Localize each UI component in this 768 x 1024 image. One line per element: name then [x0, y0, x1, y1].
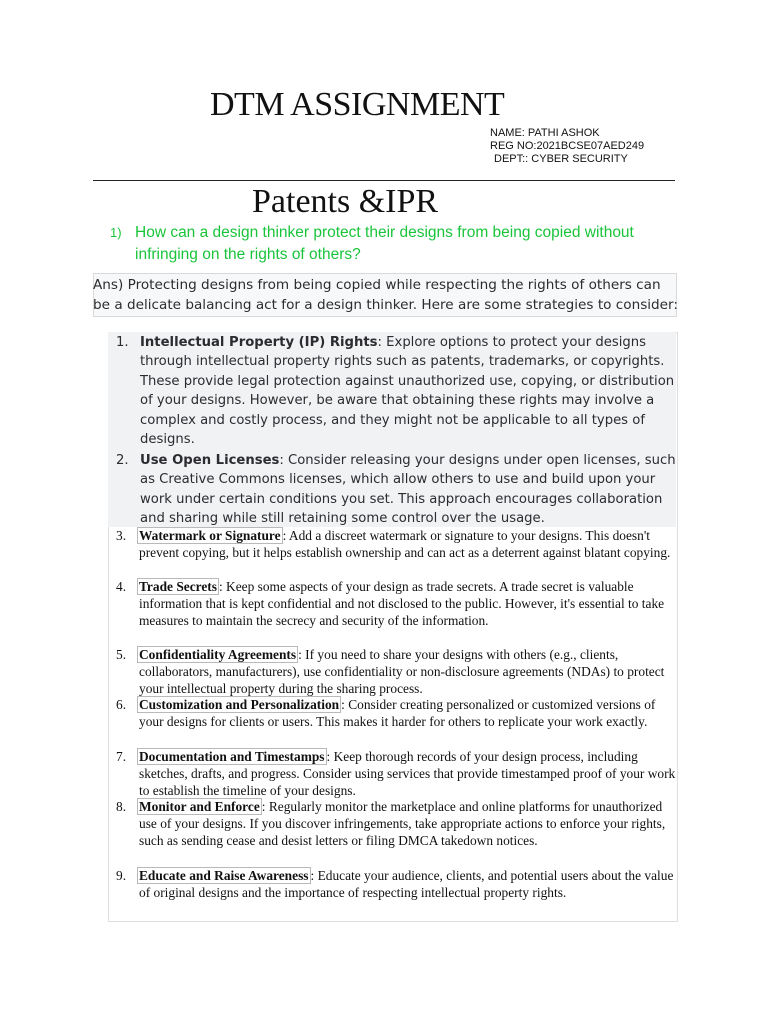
- list-item: [116, 697, 676, 731]
- answer-line-1: Ans) Protecting designs from being copied while respecting the rights of others can: [93, 277, 661, 293]
- list-item: [116, 579, 676, 629]
- item-term: Customization and Personalization: [139, 697, 340, 712]
- item-description: Add a discreet watermark or signature to your designs. This doesn't prevent copying, but it helps establish ownership and can act as a deterrent against blatant copying.: [139, 528, 671, 560]
- item-number: 5.: [116, 647, 127, 662]
- item-term: Intellectual Property (IP) Rights: [140, 335, 378, 350]
- item-number: 9.: [116, 868, 127, 883]
- question-text: How can a design thinker protect their designs from being copied without infringing on the rights of others?: [135, 224, 634, 263]
- item-number: 8.: [116, 799, 127, 814]
- answer-line-2: be a delicate balancing act for a design thinker. Here are some strategies to consider:: [93, 297, 678, 313]
- item-term: Confidentiality Agreements: [139, 647, 297, 662]
- item-sep: :: [282, 528, 287, 543]
- list-item: [116, 868, 676, 902]
- item-sep: :: [377, 335, 382, 350]
- item-number: 2.: [116, 453, 129, 468]
- item-number: 7.: [116, 749, 127, 764]
- list-item: [116, 333, 676, 449]
- item-description: If you need to share your designs with others (e.g., clients, collaborators, manufacturers), use confidentiality or non-disclosure agreements (NDAs) to protect your intellectual property during the sharing process.: [139, 647, 665, 696]
- list-item: [116, 799, 676, 849]
- answer-intro: [93, 275, 679, 315]
- list-item: [116, 647, 676, 697]
- item-sep: :: [341, 697, 345, 712]
- item-sep: :: [298, 647, 302, 662]
- header-divider: [93, 180, 675, 181]
- department: DEPT:: CYBER SECURITY: [494, 153, 628, 165]
- item-description: Keep some aspects of your design as trade secrets. A trade secret is valuable information that is kept confidential and not disclosed to the public. However, it's essential to take measures to maintain the secrecy and security of the information.: [139, 579, 665, 628]
- item-description: Regularly monitor the marketplace and online platforms for unauthorized use of your designs. If you discover infringements, take appropriate actions to enforce your rights, such as sending cease and desist letters or filing DMCA takedown notices.: [139, 799, 666, 848]
- item-term: Watermark or Signature: [139, 528, 281, 543]
- item-term: Monitor and Enforce: [139, 799, 260, 814]
- item-description: Educate your audience, clients, and potential users about the value of original designs and the importance of respecting intellectual property rights.: [139, 868, 674, 900]
- list-item: [116, 749, 676, 799]
- item-description: Consider releasing your designs under open licenses, such as Creative Commons licenses, which allow others to use and build upon your work under certain conditions you set. This approach encourages collaboration and sharing while still retaining some control over the usage.: [140, 453, 676, 527]
- question-number: 1): [110, 225, 122, 240]
- item-sep: :: [218, 579, 223, 594]
- item-sep: :: [279, 453, 284, 468]
- section-title: Patents &IPR: [252, 183, 439, 220]
- list-item: [116, 528, 676, 562]
- item-term: Documentation and Timestamps: [139, 749, 325, 764]
- item-number: 6.: [116, 697, 127, 712]
- item-description: Keep thorough records of your design process, including sketches, drafts, and progress. Consider using services that provide timestamped proof of your work to establish the timeline of your designs.: [139, 749, 676, 798]
- question: [110, 222, 670, 266]
- item-sep: :: [326, 749, 331, 764]
- document-title: DTM ASSIGNMENT: [210, 86, 505, 123]
- item-number: 1.: [116, 335, 129, 350]
- item-sep: :: [310, 868, 315, 883]
- item-term: Educate and Raise Awareness: [139, 868, 309, 883]
- item-term: Use Open Licenses: [140, 453, 280, 468]
- list-item: [116, 451, 676, 529]
- item-number: 3.: [116, 528, 127, 543]
- item-sep: :: [261, 799, 266, 814]
- author-name: NAME: PATHI ASHOK: [490, 127, 600, 139]
- registration-number: REG NO:2021BCSE07AED249: [490, 140, 645, 152]
- item-description: Explore options to protect your designs through intellectual property rights such as patents, trademarks, or copyrights. These provide legal protection against unauthorized use, copying, or distribution of your designs. However, be aware that obtaining these rights may involve a complex and costly process, and they might not be applicable to all types of designs.: [140, 335, 675, 448]
- item-number: 4.: [116, 579, 127, 594]
- item-term: Trade Secrets: [139, 579, 217, 594]
- item-description: Consider creating personalized or customized versions of your designs for clients or users. This makes it harder for others to replicate your work exactly.: [139, 697, 656, 729]
